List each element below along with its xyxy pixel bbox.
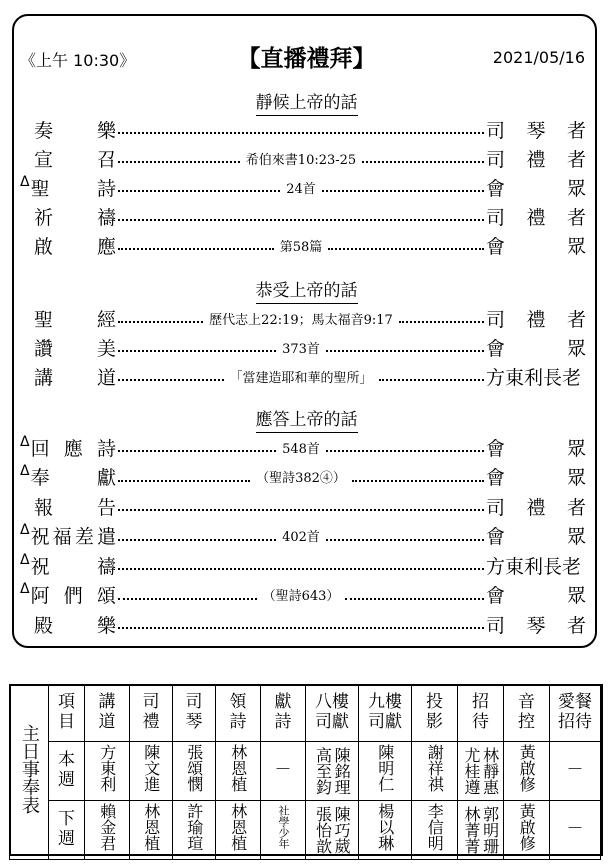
worship-item-responder: 會 眾 <box>486 337 586 360</box>
worship-item-responder: 會 眾 <box>486 467 586 489</box>
schedule-row <box>10 801 601 860</box>
worship-item-content: 第58篇 <box>279 239 323 255</box>
worship-item-label: 宣 召 <box>34 148 116 171</box>
worship-item-responder: 會 眾 <box>486 585 586 607</box>
schedule-cell: 許瑜瑄 <box>173 801 216 860</box>
dot-leader <box>118 560 484 570</box>
worship-item <box>20 174 586 200</box>
dot-leader <box>118 585 484 604</box>
worship-item-responder: 會 眾 <box>486 437 586 460</box>
worship-item <box>20 203 586 229</box>
section-heading <box>0 88 613 113</box>
schedule-column-header: 愛餐 招待 <box>550 685 601 742</box>
schedule-column-header: 項 目 <box>49 685 85 742</box>
worship-item <box>20 363 586 389</box>
worship-item <box>20 582 586 608</box>
worship-item <box>20 145 586 171</box>
dot-leader <box>118 526 484 545</box>
schedule-title: 主日事奉表 <box>10 685 49 860</box>
worship-item-content: 歷代志上22:19；馬太福音9:17 <box>209 312 393 328</box>
worship-item <box>20 611 586 637</box>
worship-item-label: 祈 禱 <box>34 206 116 229</box>
schedule-column-header: 司 琴 <box>173 685 216 742</box>
schedule-cell: 黃啟修 <box>504 742 550 801</box>
schedule-column-header: 投 影 <box>412 685 458 742</box>
schedule-column-header: 講 道 <box>85 685 130 742</box>
worship-item-responder: 司 禮 者 <box>486 308 586 331</box>
schedule-row <box>10 742 601 801</box>
worship-item-label: 殿 樂 <box>34 614 116 637</box>
schedule-column-header: 司 禮 <box>130 685 173 742</box>
schedule-cell: 社學少年 <box>261 801 306 860</box>
section-heading-text: 恭受上帝的話 <box>256 281 358 304</box>
dot-leader <box>118 178 484 197</box>
worship-item-responder: 司 禮 者 <box>486 496 586 519</box>
schedule-cell: 尤桂遵 林靜惠 <box>458 742 504 801</box>
worship-item-responder: 司 琴 者 <box>486 119 586 142</box>
worship-item-responder: 司 禮 者 <box>486 206 586 229</box>
worship-item <box>20 305 586 331</box>
dot-leader <box>118 367 484 386</box>
worship-item-content: （聖詩382④） <box>256 471 346 486</box>
worship-item-content: 24首 <box>286 181 316 197</box>
worship-item <box>20 523 586 549</box>
schedule-table <box>9 684 601 860</box>
dot-leader <box>118 211 484 221</box>
dot-leader <box>118 149 484 168</box>
worship-item <box>20 552 586 578</box>
dot-leader <box>118 236 484 255</box>
section-heading <box>0 276 613 301</box>
worship-item-content: 548首 <box>282 441 320 457</box>
dot-leader <box>118 124 484 134</box>
worship-item <box>20 334 586 360</box>
schedule-cell: 林恩植 <box>216 742 261 801</box>
schedule-cell: 賴金君 <box>85 801 130 860</box>
worship-item-responder: 方東利長老 <box>486 555 582 578</box>
schedule-cell: 陳明仁 <box>359 742 412 801</box>
schedule-cell: 林恩植 <box>216 801 261 860</box>
worship-item-label: 讚 美 <box>34 337 116 360</box>
worship-item-responder: 會 眾 <box>486 235 586 258</box>
dot-leader <box>118 438 484 457</box>
dot-leader <box>118 501 484 511</box>
worship-item-label: Δ 聖 詩 <box>20 173 116 200</box>
schedule-cell: 謝祥祺 <box>412 742 458 801</box>
worship-item-label: 聖 經 <box>34 308 116 331</box>
worship-item <box>20 464 586 490</box>
schedule-column-header: 招 待 <box>458 685 504 742</box>
schedule-column-header: 音 控 <box>504 685 550 742</box>
worship-item-label: 奏 樂 <box>34 119 116 142</box>
schedule-row-label: 下 週 <box>49 801 85 860</box>
dot-leader <box>118 619 484 629</box>
schedule-row-label: 本 週 <box>49 742 85 801</box>
worship-item-responder: 方東利長老 <box>486 366 582 389</box>
service-time: 《上午 10:30》 <box>20 51 136 70</box>
schedule-cell: 陳文進 <box>130 742 173 801</box>
schedule-cell: 黃啟修 <box>504 801 550 860</box>
worship-item-label: 講 道 <box>34 366 116 389</box>
worship-item-content: 「當建造耶和華的聖所」 <box>229 370 373 386</box>
dot-leader <box>118 338 484 357</box>
schedule-cell: 林菁菁 郭明珊 <box>458 801 504 860</box>
schedule-cell: 林恩植 <box>130 801 173 860</box>
schedule-cell: 高至鈞 陳銘理 <box>306 742 359 801</box>
dot-leader <box>118 309 484 328</box>
worship-item <box>20 232 586 258</box>
worship-item-responder: 司 禮 者 <box>486 148 586 171</box>
page-title: 【直播禮拜】 <box>237 46 376 72</box>
worship-item-content: 希伯來書10:23-25 <box>245 152 357 168</box>
worship-item-label: Δ 回 應 詩 <box>20 433 116 460</box>
schedule-cell: 楊以琳 <box>359 801 412 860</box>
section-heading <box>0 405 613 430</box>
dot-leader <box>118 467 484 486</box>
section-heading-text: 應答上帝的話 <box>256 410 358 433</box>
worship-item-label: Δ 祝 福 差 遣 <box>20 522 116 548</box>
worship-item-responder: 會 眾 <box>486 177 586 200</box>
worship-item-label: Δ 祝 禱 <box>20 551 116 578</box>
schedule-column-header: 八樓 司獻 <box>306 685 359 742</box>
worship-item-label: Δ 奉 獻 <box>20 463 116 489</box>
schedule-column-header: 領 詩 <box>216 685 261 742</box>
service-date: 2021/05/16 <box>492 48 585 67</box>
worship-item-content: （聖詩643） <box>262 589 340 604</box>
schedule-cell: 方東利 <box>85 742 130 801</box>
worship-item <box>20 434 586 460</box>
schedule-cell: － <box>550 801 601 860</box>
schedule-cell: － <box>550 742 601 801</box>
worship-item-content: 373首 <box>282 341 320 357</box>
schedule-column-header: 九樓 司獻 <box>359 685 412 742</box>
schedule-cell: 張怡歆 陳巧葳 <box>306 801 359 860</box>
worship-item-label: 啟 應 <box>34 235 116 258</box>
worship-item <box>20 493 586 519</box>
schedule-cell: － <box>261 742 306 801</box>
worship-item-responder: 會 眾 <box>486 526 586 548</box>
worship-item-responder: 司 琴 者 <box>486 614 586 637</box>
worship-item-label: 報 告 <box>34 496 116 519</box>
schedule-header-row <box>10 685 601 742</box>
worship-item-label: Δ 阿 們 頌 <box>20 581 116 607</box>
worship-item <box>20 116 586 142</box>
section-heading-text: 靜候上帝的話 <box>256 93 358 116</box>
schedule-column-header: 獻 詩 <box>261 685 306 742</box>
schedule-cell: 張頌憫 <box>173 742 216 801</box>
schedule-cell: 李信明 <box>412 801 458 860</box>
worship-item-content: 402首 <box>282 530 320 545</box>
